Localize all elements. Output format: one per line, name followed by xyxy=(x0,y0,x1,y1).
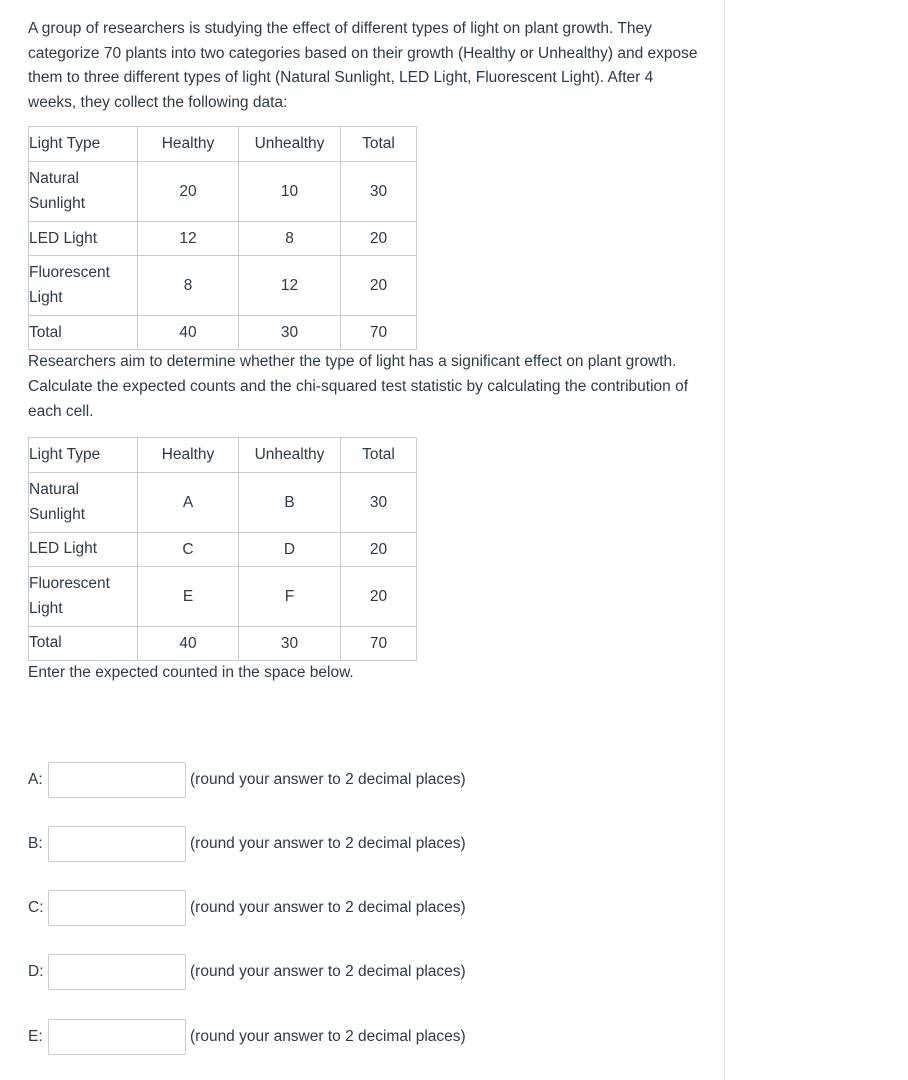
table-cell: A xyxy=(138,473,239,533)
answer-a-input[interactable] xyxy=(48,762,186,798)
table-cell: 30 xyxy=(239,316,341,350)
answer-b-input[interactable] xyxy=(48,826,186,862)
answer-label: C: xyxy=(28,899,44,916)
column-header: Light Type xyxy=(29,438,138,473)
row-label: LED Light xyxy=(29,222,138,256)
table-row xyxy=(29,533,417,567)
column-header: Total xyxy=(341,127,417,162)
row-label: Natural Sunlight xyxy=(29,162,138,222)
table-cell: 12 xyxy=(239,256,341,316)
answer-row-c xyxy=(28,888,466,928)
column-header: Unhealthy xyxy=(239,438,341,473)
row-label: Total xyxy=(29,627,138,661)
table-cell: D xyxy=(239,533,341,567)
table-row xyxy=(29,222,417,256)
question-content xyxy=(28,16,698,686)
table-cell: 20 xyxy=(341,533,417,567)
table-cell: 10 xyxy=(239,162,341,222)
column-header: Healthy xyxy=(138,438,239,473)
answer-c-input[interactable] xyxy=(48,890,186,926)
column-header: Healthy xyxy=(138,127,239,162)
row-label: LED Light xyxy=(29,533,138,567)
intro-paragraph: A group of researchers is studying the effect of different types of light on plant growth. They categorize 70 plants into two categories based on their growth (Healthy or Unhealthy) and expose them to three different types of light (Natural Sunlight, LED Light, Fluorescent Light). After 4 weeks, they collect the following data: xyxy=(28,20,698,111)
answer-e-input[interactable] xyxy=(48,1019,186,1055)
row-label: Natural Sunlight xyxy=(29,473,138,533)
table-header-row xyxy=(29,438,417,473)
table-cell: 30 xyxy=(341,162,417,222)
table-cell: B xyxy=(239,473,341,533)
table-cell: 20 xyxy=(138,162,239,222)
table-row xyxy=(29,627,417,661)
table-cell: 8 xyxy=(138,256,239,316)
expected-counts-table xyxy=(28,437,417,661)
answer-label: A: xyxy=(28,771,43,788)
question-paragraph: Researchers aim to determine whether the type of light has a significant effect on plant growth. Calculate the expected counts and the chi-squared test statistic by calculating the contribution of each cell. xyxy=(28,353,688,420)
table-cell: 40 xyxy=(138,316,239,350)
answer-d-input[interactable] xyxy=(48,954,186,990)
table-cell: 12 xyxy=(138,222,239,256)
column-header: Light Type xyxy=(29,127,138,162)
row-label: Fluorescent Light xyxy=(29,256,138,316)
table-row xyxy=(29,256,417,316)
table-header-row xyxy=(29,127,417,162)
table-cell: 40 xyxy=(138,627,239,661)
table-cell: 20 xyxy=(341,567,417,627)
answer-row-a xyxy=(28,760,466,800)
answer-label: E: xyxy=(28,1028,43,1045)
answer-row-e xyxy=(28,1017,466,1057)
enter-prompt: Enter the expected counted in the space below. xyxy=(28,664,354,682)
table-cell: 20 xyxy=(341,222,417,256)
table-row xyxy=(29,473,417,533)
table-row xyxy=(29,316,417,350)
table-cell: 70 xyxy=(341,316,417,350)
rounding-hint: (round your answer to 2 decimal places) xyxy=(190,1028,466,1045)
table-cell: 30 xyxy=(341,473,417,533)
table-cell: 20 xyxy=(341,256,417,316)
row-label: Total xyxy=(29,316,138,350)
table-cell: F xyxy=(239,567,341,627)
table-cell: E xyxy=(138,567,239,627)
table-row xyxy=(29,567,417,627)
rounding-hint: (round your answer to 2 decimal places) xyxy=(190,771,466,788)
table-cell: 8 xyxy=(239,222,341,256)
column-header: Unhealthy xyxy=(239,127,341,162)
table-row xyxy=(29,162,417,222)
rounding-hint: (round your answer to 2 decimal places) xyxy=(190,835,466,852)
table-cell: 30 xyxy=(239,627,341,661)
rounding-hint: (round your answer to 2 decimal places) xyxy=(190,899,466,916)
column-header: Total xyxy=(341,438,417,473)
table-cell: C xyxy=(138,533,239,567)
table-cell: 70 xyxy=(341,627,417,661)
answer-row-d xyxy=(28,952,466,992)
rounding-hint: (round your answer to 2 decimal places) xyxy=(190,963,466,980)
answer-label: D: xyxy=(28,963,44,980)
observed-data-table xyxy=(28,126,417,350)
answer-label: B: xyxy=(28,835,43,852)
answer-row-b xyxy=(28,824,466,864)
row-label: Fluorescent Light xyxy=(29,567,138,627)
